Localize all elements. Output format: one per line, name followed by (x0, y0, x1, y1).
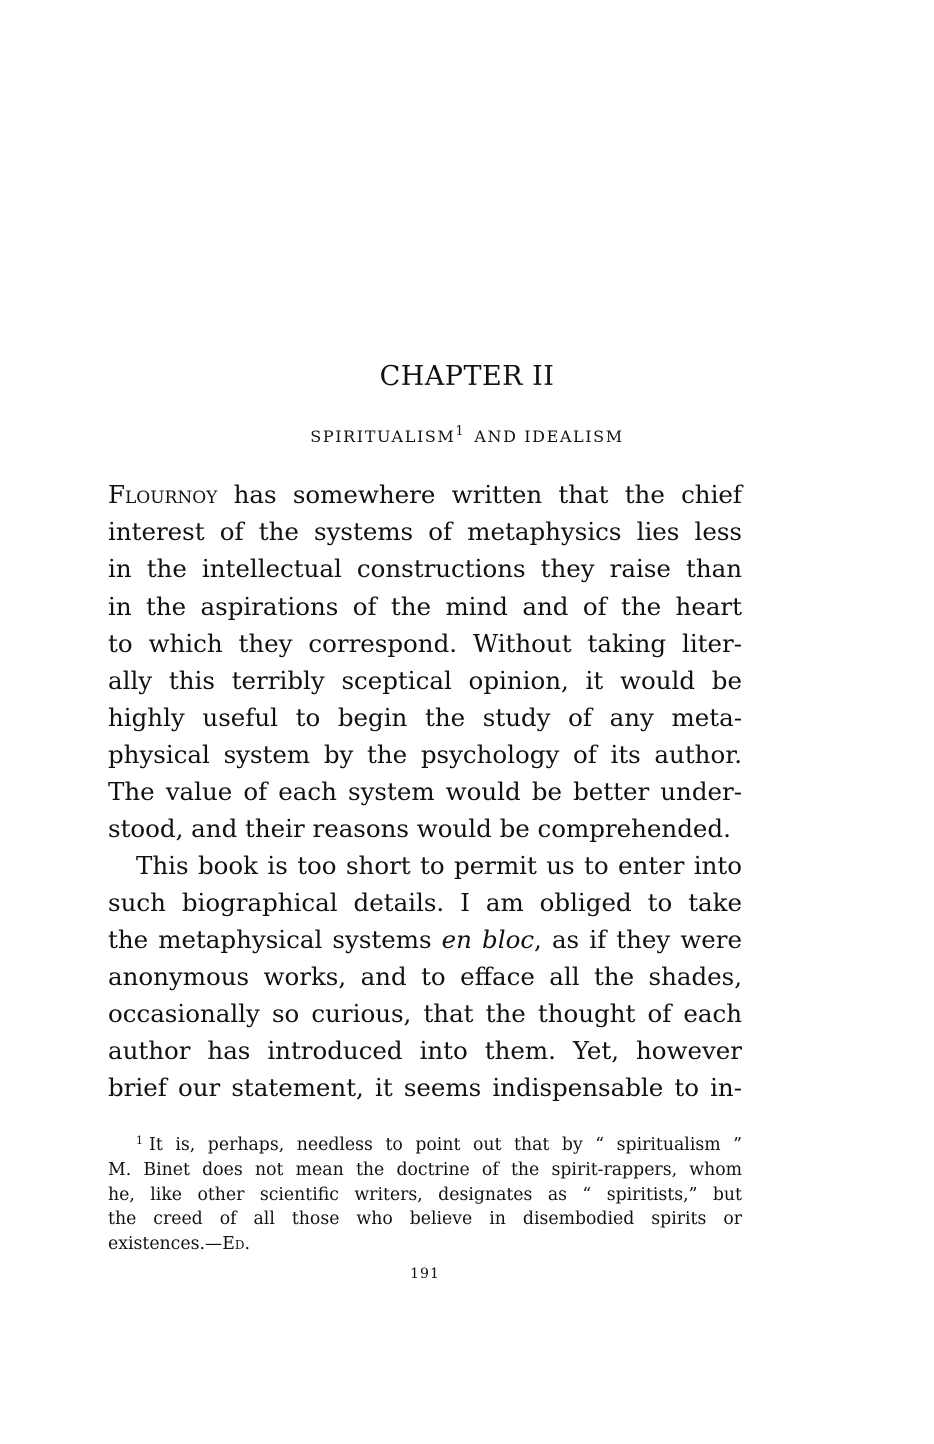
text-line: the metaphysical systems en bloc, as if they were (108, 925, 743, 954)
footnote-marker: 1 (136, 1134, 143, 1147)
subtitle-part-2: AND IDEALISM (474, 427, 624, 446)
italic-phrase: en bloc (441, 925, 535, 954)
text-line: in the aspirations of the mind and of the heart (108, 592, 742, 621)
page-number: 191 (410, 1266, 440, 1282)
text-line: physical system by the psychology of its author. (108, 740, 742, 769)
text-line: The value of each system would be better under- (108, 777, 742, 806)
text-line: highly useful to begin the study of any meta- (108, 703, 742, 732)
text-line: such biographical details. I am obliged to take (108, 888, 742, 917)
text-line: This book is too short to permit us to enter into (136, 851, 742, 880)
editor-signature: Ed. (222, 1234, 250, 1254)
footnote-reference: 1 (455, 424, 464, 439)
text-line: interest of the systems of metaphysics lies less (108, 517, 742, 546)
text-line: brief our statement, it seems indispensable to in- (108, 1073, 742, 1102)
text-line: author has introduced into them. Yet, however (108, 1036, 742, 1065)
text-line: stood, and their reasons would be comprehended. (108, 814, 731, 843)
text-line: Flournoy has somewhere written that the chief (108, 480, 742, 509)
text-line: ally this terribly sceptical opinion, it would be (108, 666, 742, 695)
footnote-line: he, like other scientific writers, designates as “ spiritists,” but (108, 1185, 742, 1205)
text-line: to which they correspond. Without taking liter- (108, 629, 742, 658)
footnote-line: the creed of all those who believe in disembodied spirits or (108, 1209, 742, 1229)
chapter-title: CHAPTER II (379, 361, 555, 392)
text-line: anonymous works, and to efface all the shades, (108, 962, 742, 991)
footnote-line: M. Binet does not mean the doctrine of the spirit-rappers, whom (108, 1160, 742, 1180)
chapter-subtitle (0, 425, 934, 451)
text-line: in the intellectual constructions they raise than (108, 554, 742, 583)
lead-name-smallcaps: Flournoy (108, 480, 218, 509)
footnote-line: existences.—Ed. (108, 1234, 250, 1254)
text-line: occasionally so curious, that the thought of each (108, 999, 742, 1028)
subtitle-part-1: SPIRITUALISM (310, 427, 456, 446)
footnote-line: $^1$ It is, perhaps, needless to point out that by “ spiritualism ” (136, 1134, 742, 1155)
